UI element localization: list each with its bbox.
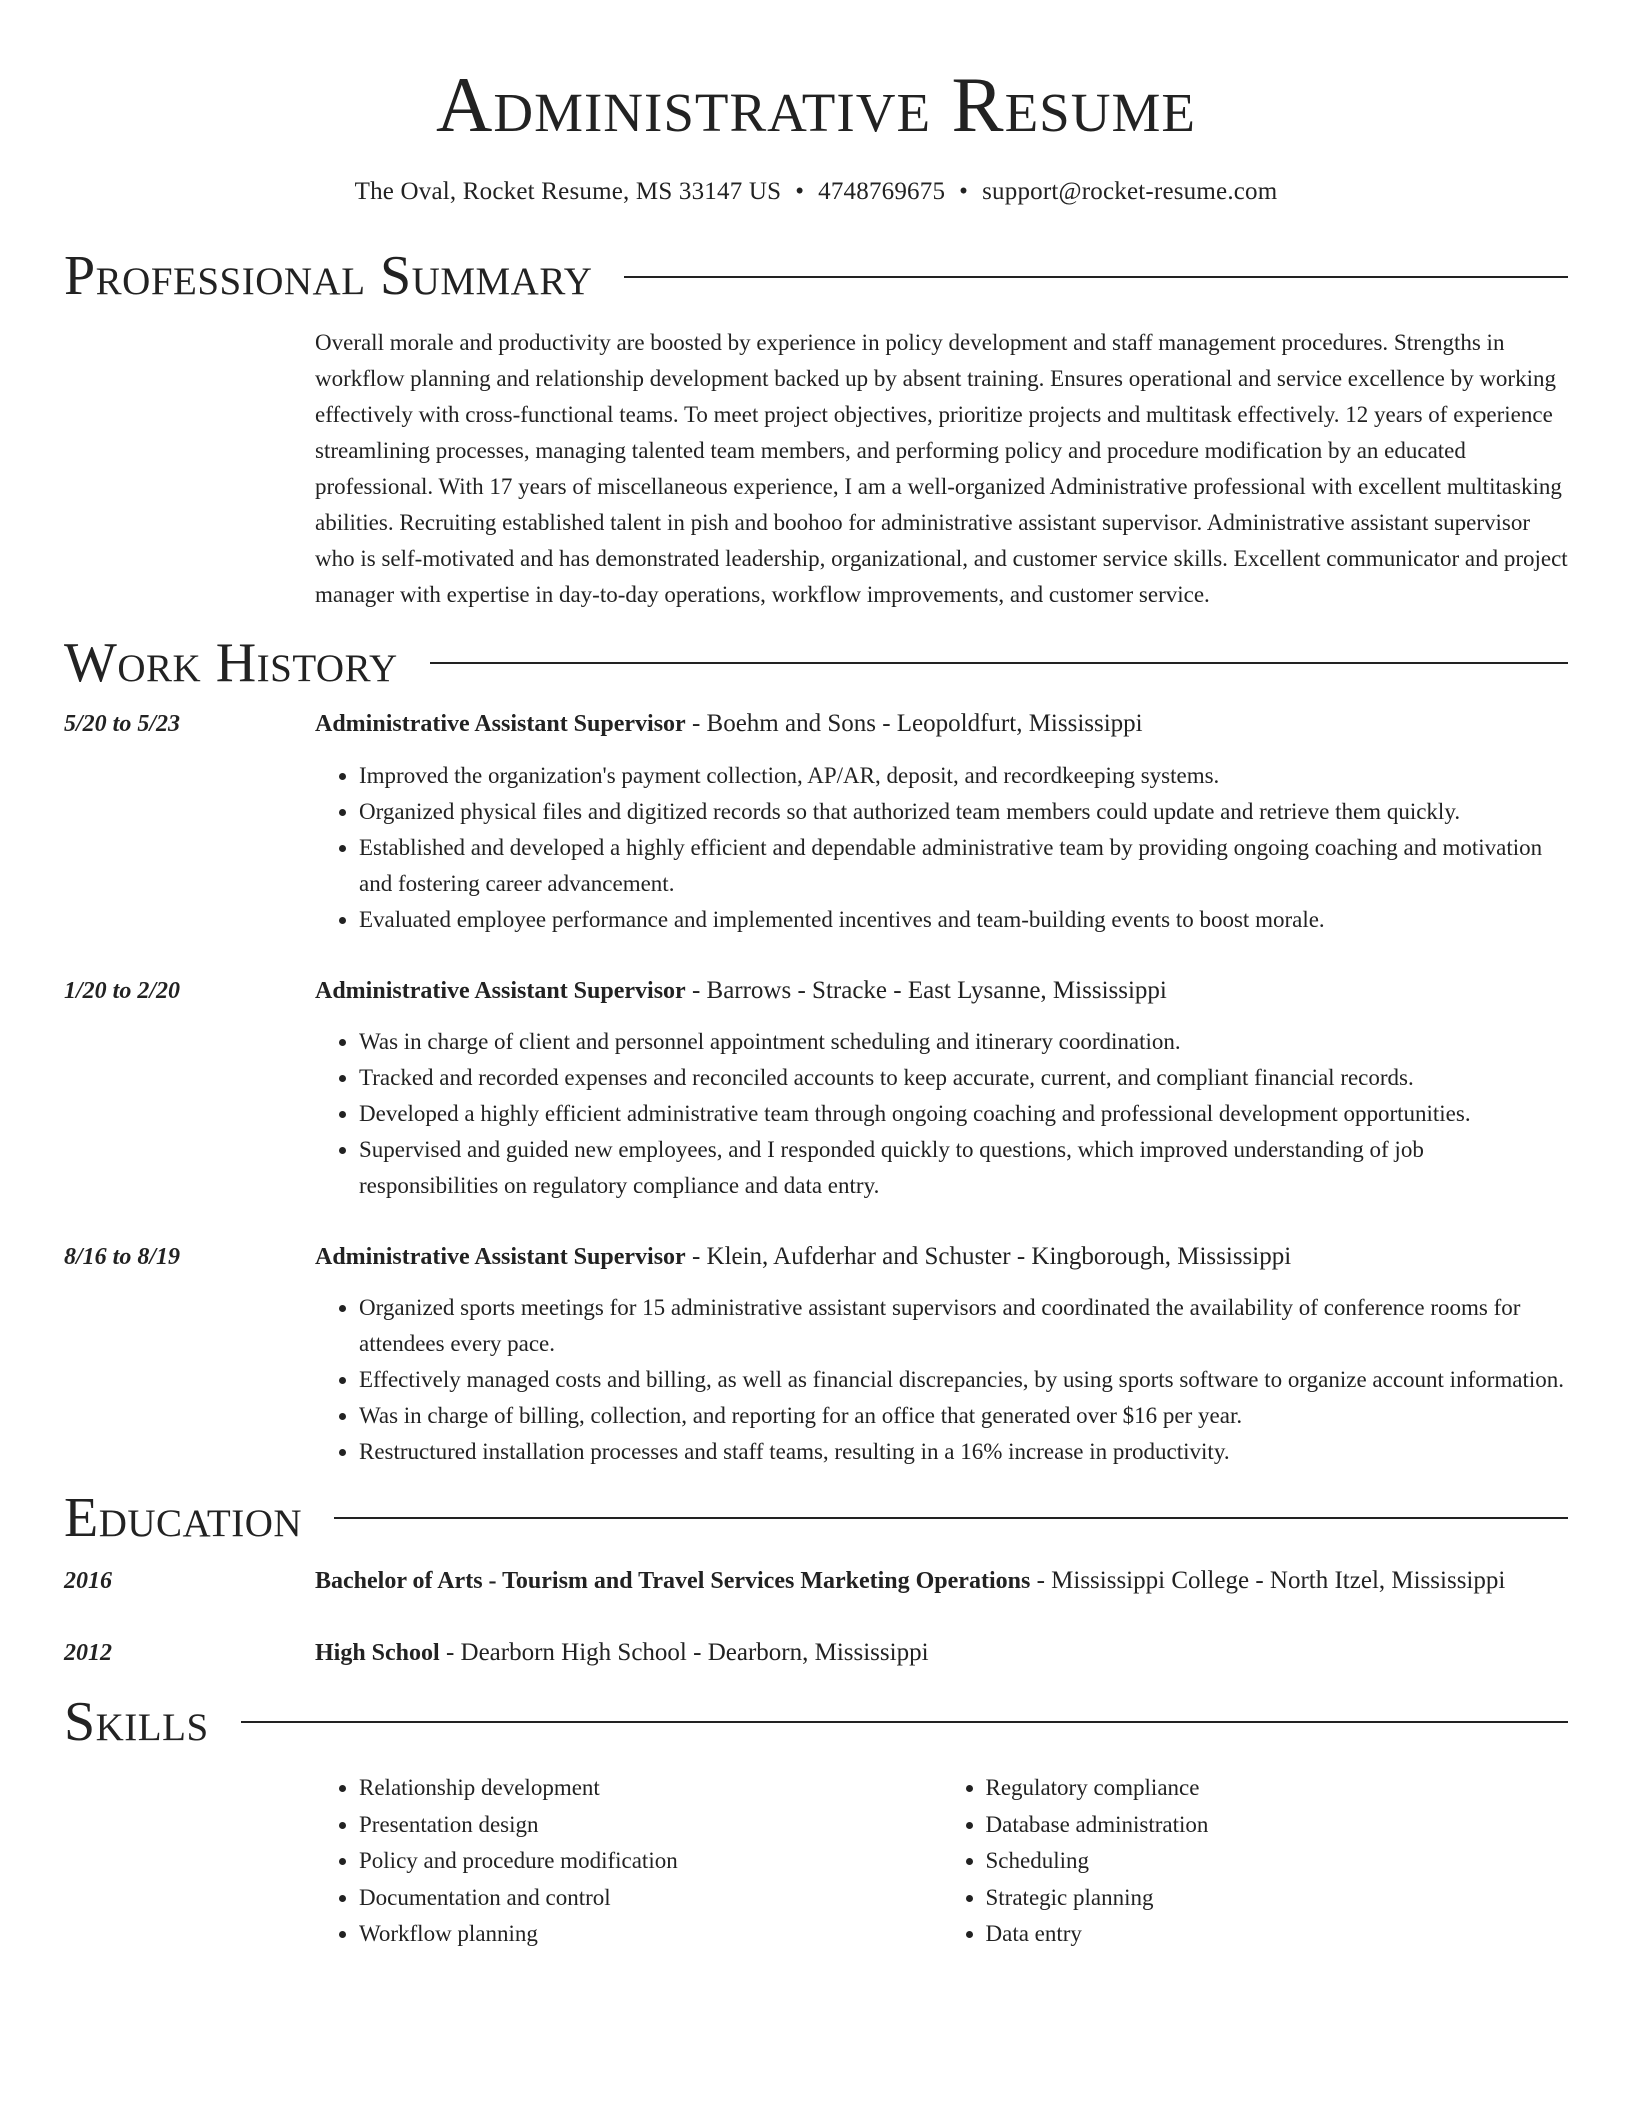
skill-item: • Strategic planning	[986, 1880, 1569, 1917]
summary-text: Overall morale and productivity are boosted by experience in policy development and staff management procedures. Strengths in workflow planning and relationship development backed up by absent training. Ensures operational and service excellence by working effectively with cross-functional teams. To meet project objectives, prioritize projects and multitask effectively. 12 years of experience streamlining processes, managing talented team members, and performing policy and procedure modification by an educated professional. With 17 years of miscellaneous experience, I am a well-organized Administrative professional with excellent multitasking abilities. Recruiting established talent in pish and boohoo for administrative assistant supervisor. Administrative assistant supervisor who is self-motivated and has demonstrated leadership, organizational, and customer service skills. Excellent communicator and project manager with expertise in day-to-day operations, workflow improvements, and customer service.	[315, 330, 1568, 607]
job-details: - Barrows - Stracke - East Lysanne, Mississippi	[685, 977, 1167, 1004]
education-date: 2012	[64, 1640, 112, 1666]
job-title: Administrative Assistant Supervisor	[315, 1244, 686, 1270]
section-divider	[430, 662, 1568, 664]
resume-title: Administrative Resume	[436, 61, 1196, 148]
contact-address: The Oval, Rocket Resume, MS 33147 US	[354, 178, 782, 205]
job-date: 5/20 to 5/23	[64, 711, 181, 737]
job-details: - Klein, Aufderhar and Schuster - Kingborough, Mississippi	[685, 1243, 1292, 1270]
skills-heading: Skills	[64, 1691, 209, 1753]
skill-item: • Relationship development	[359, 1770, 942, 1807]
job-bullet: • Organized physical files and digitized records so that authorized team members could update and retrieve them quickly.	[359, 794, 1568, 830]
job-title-line	[315, 972, 1568, 1010]
education-date: 2016	[64, 1568, 112, 1594]
skill-item: • Data entry	[986, 1916, 1569, 1953]
job-entry	[64, 705, 1568, 938]
job-date: 8/16 to 8/19	[64, 1244, 181, 1270]
job-entry	[64, 972, 1568, 1204]
job-body	[315, 1238, 1568, 1470]
skill-item: • Regulatory compliance	[986, 1770, 1569, 1807]
job-bullet: • Restructured installation processes and staff teams, resulting in a 16% increase in productivity.	[359, 1434, 1568, 1470]
section-divider	[334, 1517, 1568, 1519]
contact-separator: •	[959, 178, 969, 205]
contact-email: support@rocket-resume.com	[982, 178, 1278, 205]
job-bullets	[315, 1024, 1568, 1204]
job-title-line	[315, 1238, 1568, 1276]
job-bullet: • Was in charge of billing, collection, and reporting for an office that generated over $16 per year.	[359, 1398, 1568, 1434]
section-divider	[624, 276, 1568, 278]
education-entry	[64, 1562, 1568, 1600]
skill-item: • Workflow planning	[359, 1916, 942, 1953]
job-body	[315, 972, 1568, 1204]
job-title: Administrative Assistant Supervisor	[315, 711, 686, 737]
summary-section-header	[64, 245, 1568, 307]
job-date: 1/20 to 2/20	[64, 978, 181, 1004]
summary-heading: Professional Summary	[64, 245, 593, 307]
work-section-header	[64, 632, 1568, 694]
education-line	[315, 1562, 1568, 1600]
contact-separator: •	[795, 178, 805, 205]
job-body	[315, 705, 1568, 938]
skills-list	[315, 1770, 1568, 1953]
skill-item: • Database administration	[986, 1807, 1569, 1844]
education-degree: Bachelor of Arts - Tourism and Travel Services Marketing Operations	[315, 1568, 1031, 1594]
education-details: - Dearborn High School - Dearborn, Mississippi	[439, 1639, 929, 1666]
job-bullet: • Was in charge of client and personnel appointment scheduling and itinerary coordination.	[359, 1024, 1568, 1060]
education-degree: High School	[315, 1640, 440, 1666]
education-details: - Mississippi College - North Itzel, Mississippi	[1030, 1567, 1506, 1594]
skills-section-header	[64, 1691, 1568, 1753]
skills-column-left	[315, 1770, 942, 1953]
job-bullets	[315, 758, 1568, 938]
job-bullets	[315, 1290, 1568, 1470]
education-section-header	[64, 1487, 1568, 1549]
job-bullet: • Supervised and guided new employees, and I responded quickly to questions, which improved understanding of job responsibilities on regulatory compliance and data entry.	[359, 1132, 1568, 1204]
job-bullet: • Established and developed a highly efficient and dependable administrative team by providing ongoing coaching and motivation and fostering career advancement.	[359, 830, 1568, 902]
work-heading: Work History	[64, 632, 398, 694]
skill-item: • Documentation and control	[359, 1880, 942, 1917]
contact-phone: 4748769675	[818, 178, 946, 205]
contact-line	[64, 178, 1568, 206]
skills-column-right	[942, 1770, 1569, 1953]
job-entry	[64, 1238, 1568, 1470]
skill-item: • Presentation design	[359, 1807, 942, 1844]
job-title-line	[315, 705, 1568, 743]
section-divider	[241, 1721, 1568, 1723]
job-bullet: • Effectively managed costs and billing, as well as financial discrepancies, by using sports software to organize account information.	[359, 1362, 1568, 1398]
job-bullet: • Tracked and recorded expenses and reconciled accounts to keep accurate, current, and compliant financial records.	[359, 1060, 1568, 1096]
skill-item: • Policy and procedure modification	[359, 1843, 942, 1880]
education-heading: Education	[64, 1487, 303, 1549]
education-line	[315, 1634, 1568, 1672]
education-entry	[64, 1634, 1568, 1672]
skill-item: • Scheduling	[986, 1843, 1569, 1880]
job-bullet: • Evaluated employee performance and implemented incentives and team-building events to boost morale.	[359, 902, 1568, 938]
job-bullet: • Organized sports meetings for 15 administrative assistant supervisors and coordinated the availability of conference rooms for attendees every pace.	[359, 1290, 1568, 1362]
job-title: Administrative Assistant Supervisor	[315, 978, 686, 1004]
job-bullet: • Improved the organization's payment collection, AP/AR, deposit, and recordkeeping systems.	[359, 758, 1568, 794]
job-bullet: • Developed a highly efficient administrative team through ongoing coaching and professional development opportunities.	[359, 1096, 1568, 1132]
job-details: - Boehm and Sons - Leopoldfurt, Mississippi	[685, 710, 1143, 737]
